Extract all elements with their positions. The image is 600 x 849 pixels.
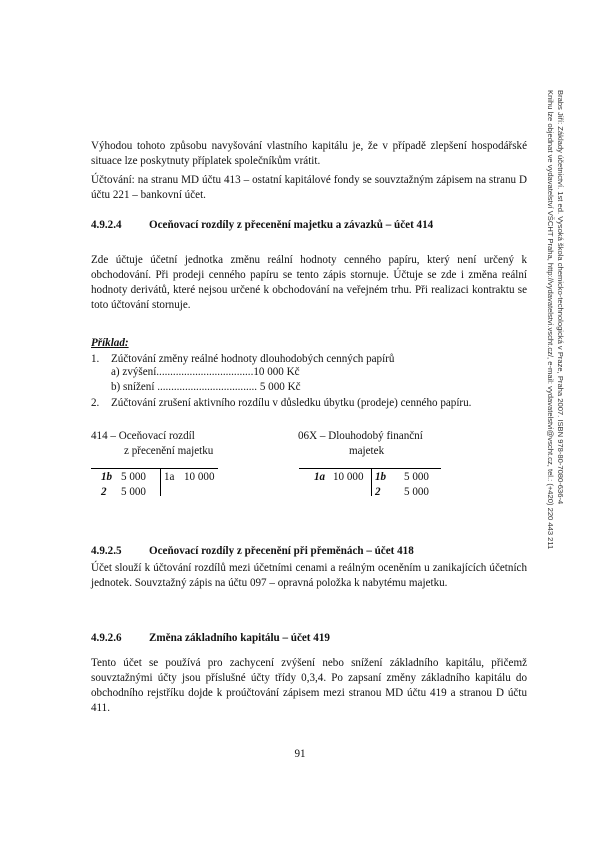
side-citation-line-2: Knihu lze objednat ve vydavatelství VŠCHT Praha, http://vydavatelstvi.vscht.cz/, e-mail: vydavatelstvi@vscht.cz, tel.: (+420) 220 443 211 bbox=[546, 90, 555, 550]
t-entry-tag: 1a bbox=[164, 471, 175, 483]
t-entry-tag: 1a bbox=[314, 471, 326, 483]
t-entry-amount: 10 000 bbox=[184, 471, 215, 483]
section-title: Oceňovací rozdíly z přecenění při přeměnách – účet 418 bbox=[149, 545, 414, 557]
t-entry-amount: 5 000 bbox=[404, 471, 429, 483]
t-entry-tag: 2 bbox=[375, 486, 381, 498]
section-heading-4926 bbox=[91, 632, 330, 644]
t-account-title-line-2: z přecenění majetku bbox=[124, 445, 214, 457]
t-account-title-line-1: 414 – Oceňovací rozdíl bbox=[91, 430, 195, 442]
t-account-horizontal-line bbox=[91, 468, 218, 469]
t-account-vertical-line bbox=[371, 468, 372, 496]
example-item-text: Zúčtování zrušení aktivního rozdílu v důsledku úbytku (prodeje) cenného papíru. bbox=[111, 397, 472, 409]
intro-paragraph-2: Účtování: na stranu MD účtu 413 – ostatní kapitálové fondy se souvztažným zápisem na stranu D účtu 221 – bankovní účet. bbox=[91, 174, 527, 201]
section-4925-text: Účet slouží k účtování rozdílů mezi účetními cenami a reálným oceněním u zanikajících účetních jednotek. Souvztažný zápis na účtu 097 – opravná položka k nabytému majetku. bbox=[91, 562, 527, 589]
t-account-title-line-1: 06X – Dlouhodobý finanční bbox=[298, 430, 423, 442]
t-account-title-line-2: majetek bbox=[349, 445, 385, 457]
page-number: 91 bbox=[294, 748, 306, 760]
example-sub-a: a) zvýšení...................................10 000 Kč bbox=[111, 366, 300, 378]
side-citation bbox=[535, 90, 565, 570]
example-item-text: Zúčtování změny reálné hodnoty dlouhodobých cenných papírů bbox=[111, 353, 395, 365]
example-item-number: 2. bbox=[91, 397, 100, 409]
t-entry-tag: 1b bbox=[375, 471, 387, 483]
t-account-vertical-line bbox=[160, 468, 161, 496]
t-entry-tag: 2 bbox=[101, 486, 107, 498]
t-entry-amount: 5 000 bbox=[121, 471, 146, 483]
section-number: 4.9.2.6 bbox=[91, 632, 122, 644]
section-heading-4925 bbox=[91, 545, 414, 557]
t-entry-tag: 1b bbox=[101, 471, 113, 483]
t-entry-amount: 5 000 bbox=[404, 486, 429, 498]
example-item-number: 1. bbox=[91, 353, 100, 365]
t-entry-amount: 5 000 bbox=[121, 486, 146, 498]
section-number: 4.9.2.4 bbox=[91, 219, 122, 231]
section-4924-text: Zde účtuje účetní jednotka změnu reální hodnoty cenného papíru, který není určený k obchodování. Při prodeji cenného papíru se tento zápis stornuje. Účtuje se zde i změna reální hodnoty derivátů, které nejsou určené k obchodování na veřejném trhu. Při realizaci kontraktu se toto účtování stornuje. bbox=[91, 254, 527, 311]
t-account-horizontal-line bbox=[299, 468, 441, 469]
section-number: 4.9.2.5 bbox=[91, 545, 122, 557]
section-4926-text: Tento účet se používá pro zachycení zvýšení nebo snížení základního kapitálu, přičemž souvztažnými účty jsou příslušné účty třídy 0,3,4. Po zapsaní změny základního kapitálu do obchodního rejstříku dojde k proúčtování zápisem mezi stranou MD účtu 419 a stranou D účtu 411. bbox=[91, 657, 527, 714]
example-sub-b: b) snížení .................................... 5 000 Kč bbox=[111, 381, 301, 393]
section-heading-4924 bbox=[91, 219, 433, 231]
t-entry-amount: 10 000 bbox=[333, 471, 364, 483]
section-title: Změna základního kapitálu – účet 419 bbox=[149, 632, 330, 644]
example-label: Příklad: bbox=[91, 337, 129, 349]
side-citation-line-1: Brabs Jiří: Základy účetnictví. 1st ed. Vysoká škola chemicko-technologická v Praze, Praha 2007. ISBN 978-80-7080-636-4 bbox=[556, 90, 565, 505]
section-title: Oceňovací rozdíly z přecenění majetku a závazků – účet 414 bbox=[149, 219, 434, 231]
intro-paragraph-1: Výhodou tohoto způsobu navyšování vlastního kapitálu je, že v případě zlepšení hospodářské situace lze poskytnuty příplatek společníkům vrátit. bbox=[91, 140, 527, 167]
